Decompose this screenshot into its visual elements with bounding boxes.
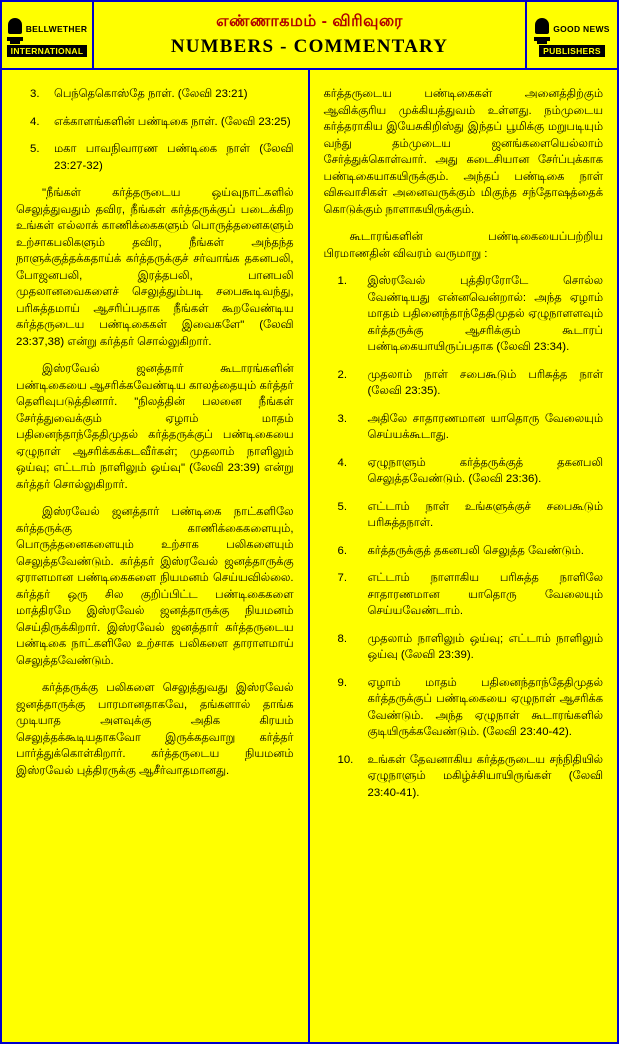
title-english: NUMBERS - COMMENTARY xyxy=(170,36,449,57)
right-logo-line1: GOOD NEWS xyxy=(553,23,610,34)
left-logo-line1: BELLWETHER xyxy=(25,23,88,34)
list-item-text: எட்டாம் நாள் உங்களுக்குச் சபைகூடும் பரிசுத்தநாள். xyxy=(367,500,603,529)
right-numbered-list xyxy=(324,273,604,801)
list-item xyxy=(338,675,604,741)
left-column xyxy=(2,70,310,1042)
list-item-text: மகா பாவநிவாரண பண்டிகை நாள் (லேவி 23:27-32) xyxy=(54,143,294,172)
list-item xyxy=(338,752,604,802)
list-item-marker: 3. xyxy=(30,88,40,100)
list-item-text: ஏழுநாளும் கர்த்தருக்குத் தகனபலி செலுத்தவேண்டும். (லேவி 23:36). xyxy=(367,456,603,485)
list-item-text: இஸ்ரவேல் புத்திரரோடே சொல்ல வேண்டியது என்னவென்றால்: அந்த ஏழாம் மாதம் பதினைந்தாந்தேதிமுதல் ஏழுநாளளவும் கர்த்தருக்கு ஆசரிக்கும் கூடாரப் பண்டிகையாயிருப்பதாக (லேவி 23:34). xyxy=(367,275,603,353)
list-item xyxy=(30,114,294,131)
list-item-marker: 10. xyxy=(337,753,354,766)
list-item xyxy=(338,455,604,488)
right-logo-line2: PUBLISHERS xyxy=(539,45,605,57)
paragraph: இஸ்ரவேல் ஜனத்தார் பண்டிகை நாட்களிலே கர்த்தருக்கு காணிக்கைகளையும், பொருத்தனைகளையும் உற்சாக பலிகளையும் செலுத்தவேண்டும். கர்த்தர் இஸ்ரவேல் ஜனத்தாருக்கு ஏராளமான பண்டிகைகளை நியமனம் செய்யவில்லை. கர்த்தர் ஒரு சில குறிப்பிட்ட பண்டிகைகளை மாத்திரமே இஸ்ரவேல் ஜனத்தாருக்கு நியமனம் செய்திருக்கிறார். இஸ்ரவேல் ஜனத்தார் கர்த்தருடைய பண்டிகை நாட்களிலே உற்சாக பலிகளை தாராளமாய் செலுத்தவேண்டும். xyxy=(16,506,294,667)
left-logo xyxy=(2,2,94,68)
page-header xyxy=(2,2,617,70)
list-item-marker: 9. xyxy=(337,676,347,689)
body-columns xyxy=(2,70,617,1042)
list-item-text: எட்டாம் நாளாகிய பரிசுத்த நாளிலே சாதாரணமான யாதொரு வேலையும் செய்யவேண்டாம். xyxy=(367,572,603,617)
list-item-text: ஏழாம் மாதம் பதினைந்தாந்தேதிமுதல் கர்த்தருக்குப் பண்டிகையை ஏழுநாள் ஆசரிக்க வேண்டும். அந்த ஏழுநாள் கூடாரங்களில் குடியிருக்கவேண்டும். (லேவி 23:40-42). xyxy=(367,676,603,738)
paragraph: "நீங்கள் கர்த்தருடைய ஒய்வுநாட்களில் செலுத்துவதும் தவிர, நீங்கள் கர்த்தருக்குப் படைக்கிற உங்கள் எல்லாக் காணிக்கைகளும் பொருத்தனைகளும் உற்சாகபலிகளும் தவிர, நீங்கள் அந்தந்த நாளுக்குத்தக்கதாய்க் கர்த்தருக்குச் சர்வாங்க தகனபலி, போஜனபலி, இரத்தபலி, பானபலி முதலானவைகளைச் செலுத்தும்படி சபைகூடிவந்து, பரிசுத்தமாய் ஆசரிப்பதாக நீங்கள் கூறவேண்டிய கர்த்தருடைய பண்டிகைகள் இவைகளே" (லேவி 23:37,38) என்று கர்த்தர் சொல்லுகிறார். xyxy=(16,187,294,348)
paragraph: கர்த்தருடைய பண்டிகைகள் அனைத்திற்கும் ஆவிக்குரிய முக்கியத்துவம் உள்ளது. நம்முடைய கர்த்தராகிய இயேசுகிறிஸ்து இந்தப் பூமிக்கு மறுபடியும் வந்து தம்முடைய ஜனங்களையெல்லாம் சேர்த்துக்கொள்வார். அது கடைசியான சேர்ப்புக்காக பண்டிகையாகயிருக்கும். அந்தப் பண்டிகை நாள் விசுவாசிகள் அனைவருக்கும் மிகுந்த சந்தோஷத்தைக் கொடுக்கும் நாளாகயிருக்கும். xyxy=(323,88,603,216)
list-item-text: அதிலே சாதாரணமான யாதொரு வேலையும் செய்யக்கூடாது. xyxy=(367,412,603,441)
paragraph: கூடாரங்களின் பண்டிகையைப்பற்றிய பிரமாணதின் விவரம் வருமாறு : xyxy=(323,231,603,260)
list-item-marker: 5. xyxy=(30,143,40,155)
list-item xyxy=(338,543,604,560)
list-item xyxy=(30,86,294,103)
page-title xyxy=(94,2,525,68)
right-column xyxy=(310,70,618,1042)
list-item xyxy=(338,411,604,444)
paragraph: கர்த்தருக்கு பலிகளை செலுத்துவது இஸ்ரவேல் ஜனத்தாருக்கு பாரமானதாகவே, தங்களால் தாங்க முடியாத அளவுக்கு அதிக கிரயம் செலுத்தக்கூடியதாகவோ இருக்கதவாறு கர்த்தர் பார்த்துக்கொள்கிறார். கர்த்தருடைய நியமனம் இஸ்ரவேல் புத்திரருக்கு ஆசீர்வாதமானது. xyxy=(16,682,294,777)
list-item-marker: 4. xyxy=(337,456,347,469)
list-item-marker: 8. xyxy=(337,632,347,645)
list-item-text: முதலாம் நாள் சபைகூடும் பரிசுத்த நாள் (லேவி 23:35). xyxy=(367,368,603,397)
list-item-marker: 1. xyxy=(337,275,347,287)
list-item xyxy=(338,367,604,400)
list-item xyxy=(338,273,604,356)
list-item xyxy=(338,631,604,664)
list-item-text: கர்த்தருக்குத் தகனபலி செலுத்த வேண்டும். xyxy=(367,544,584,557)
list-item xyxy=(338,499,604,532)
list-item-marker: 7. xyxy=(337,572,347,584)
list-item-text: பெந்தெகொஸ்தே நாள். (லேவி 23:21) xyxy=(54,88,248,100)
list-item-marker: 4. xyxy=(30,115,40,128)
left-numbered-list xyxy=(16,86,294,174)
paragraph: இஸ்ரவேல் ஜனத்தார் கூடாரங்களின் பண்டிகையை ஆசரிக்கவேண்டிய காலத்தையும் கர்த்தர் தெளிவுபடுத்தினார். "நிலத்தின் பலனை நீங்கள் சேர்த்துவைக்கும் ஏழாம் மாதம் பதினைந்தாந்தேதிமுதல் கர்த்தருக்குப் பண்டிகையை ஏழுநாள் ஆசரிக்கக்கடவீர்கள்; முதலாம் நாளிலும் ஒய்வு; எட்டாம் நாளிலும் ஒய்வு" (லேவி 23:39) என்று கர்த்தர் சொல்லுகிறார். xyxy=(16,363,294,491)
list-item-marker: 6. xyxy=(337,544,347,557)
title-tamil: எண்ணாகமம் - விரிவுரை xyxy=(216,13,403,30)
list-item xyxy=(338,570,604,620)
list-item-text: உங்கள் தேவனாகிய கர்த்தருடைய சந்நிதியில் ஏழுநாளும் மகிழ்ச்சியாயிருங்கள் (லேவி 23:40-41). xyxy=(367,753,603,799)
list-item xyxy=(30,141,294,174)
list-item-marker: 2. xyxy=(337,368,347,381)
list-item-marker: 5. xyxy=(337,500,347,513)
bell-icon xyxy=(7,14,23,44)
bell-icon xyxy=(534,14,550,44)
left-logo-line2: INTERNATIONAL xyxy=(7,45,88,57)
list-item-marker: 3. xyxy=(337,412,347,425)
list-item-text: எக்காளங்களின் பண்டிகை நாள். (லேவி 23:25) xyxy=(54,115,291,128)
list-item-text: முதலாம் நாளிலும் ஒய்வு; எட்டாம் நாளிலும் ஒய்வு (லேவி 23:39). xyxy=(367,632,603,661)
right-logo xyxy=(525,2,617,68)
